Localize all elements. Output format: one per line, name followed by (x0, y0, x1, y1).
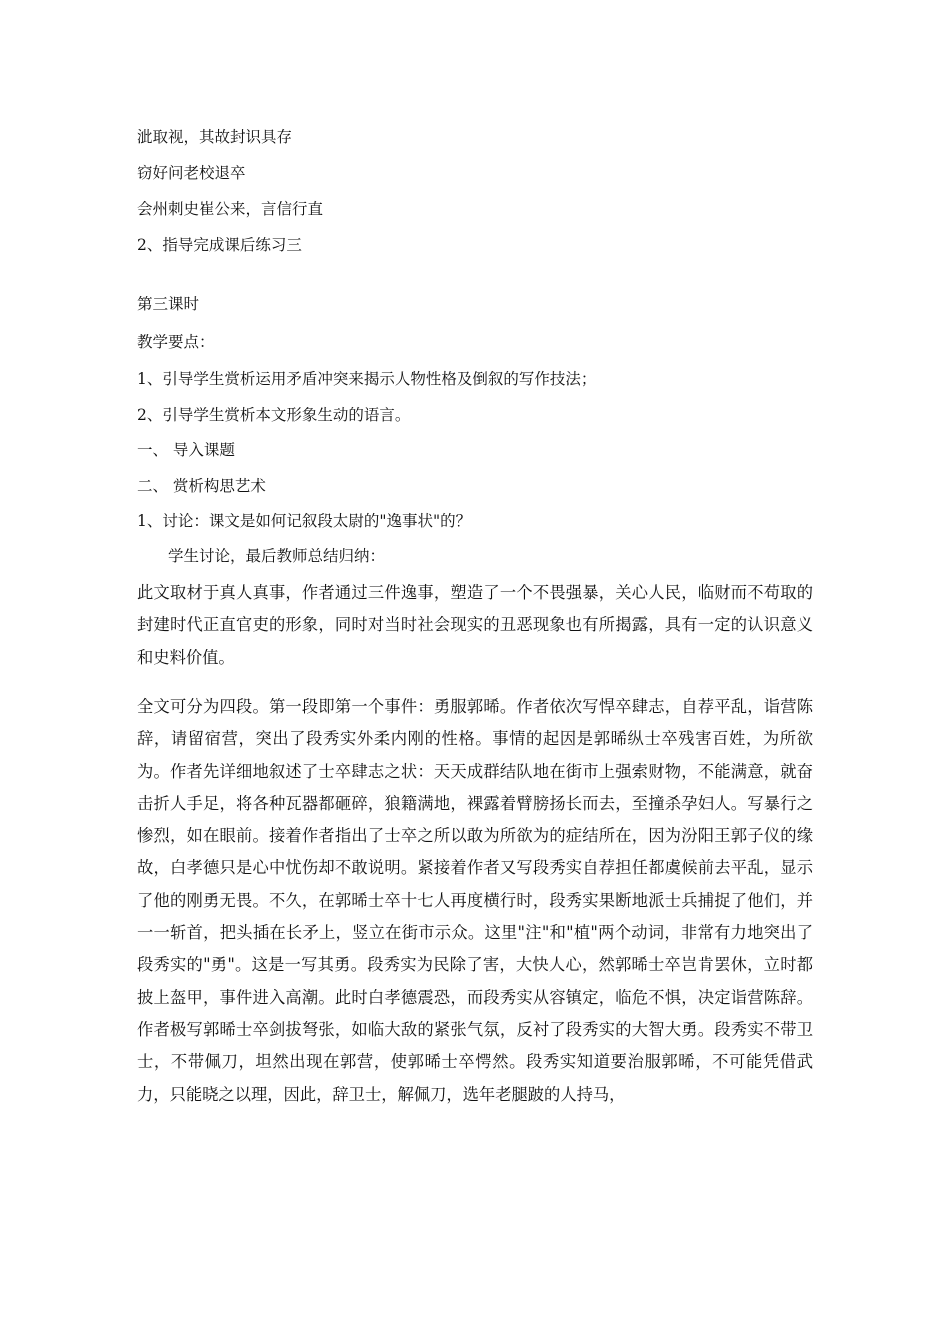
text-line: 一、 导入课题 (137, 441, 235, 459)
text-line: 泚取视，其故封识具存 (137, 128, 293, 146)
text-line: 学生讨论，最后教师总结归纳： (168, 547, 386, 565)
paragraph: 全文可分为四段。第一段即第一个事件：勇服郭晞。作者依次写悍卒肆志，自荐平乱，诣营陈辞，请留宿营，突出了段秀实外柔内刚的性格。事情的起因是郭晞纵士卒残害百姓，为所欲为。作者先详细地叙述了士卒肆志之状：天天成群结队地在街市上强索财物，不能满意，就奋击折人手足，将各种瓦器都砸碎，狼籍满地，裸露着臂膀扬长而去，至撞杀孕妇人。写暴行之惨烈，如在眼前。接着作者指出了士卒之所以敢为所欲为的症结所在，因为汾阳王郭子仪的缘故，白孝德只是心中忧伤却不敢说明。紧接着作者又写段秀实自荐担任都虞候前去平乱，显示了他的刚勇无畏。不久，在郭晞士卒十七人再度横行时，段秀实果断地派士兵捕捉了他们，并一一斩首，把头插在长矛上，竖立在街市示众。这里"注"和"植"两个动词，非常有力地突出了段秀实的"勇"。这是一写其勇。段秀实为民除了害，大快人心，然郭晞士卒岂肯罢休，立时都披上盔甲，事件进入高潮。此时白孝德震恐，而段秀实从容镇定，临危不惧，决定诣营陈辞。作者极写郭晞士卒剑拔弩张，如临大敌的紧张气氛，反衬了段秀实的大智大勇。段秀实不带卫士，不带佩刀，坦然出现在郭营，使郭晞士卒愕然。段秀实知道要治服郭晞，不可能凭借武力，只能晓之以理，因此，辞卫士，解佩刀，选年老腿跛的人持马， (137, 697, 813, 1104)
text-line: 教学要点： (137, 333, 215, 351)
text-line: 窃好问老校退卒 (137, 164, 246, 182)
text-line: 二、 赏析构思艺术 (137, 477, 266, 495)
text-line: 会州刺史崔公来，言信行直 (137, 200, 324, 218)
text-line: 1、引导学生赏析运用矛盾冲突来揭示人物性格及倒叙的写作技法； (137, 370, 597, 388)
section-heading: 第三课时 (137, 295, 200, 313)
text-line: 2、引导学生赏析本文形象生动的语言。 (137, 406, 411, 424)
text-line: 2、指导完成课后练习三 (137, 236, 302, 254)
text-line: 1、讨论：课文是如何记叙段太尉的"逸事状"的？ (137, 512, 472, 530)
paragraph: 此文取材于真人真事，作者通过三件逸事，塑造了一个不畏强暴，关心人民，临财而不苟取的封建时代正直官吏的形象，同时对当时社会现实的丑恶现象也有所揭露，具有一定的认识意义和史料价值。 (137, 583, 813, 667)
